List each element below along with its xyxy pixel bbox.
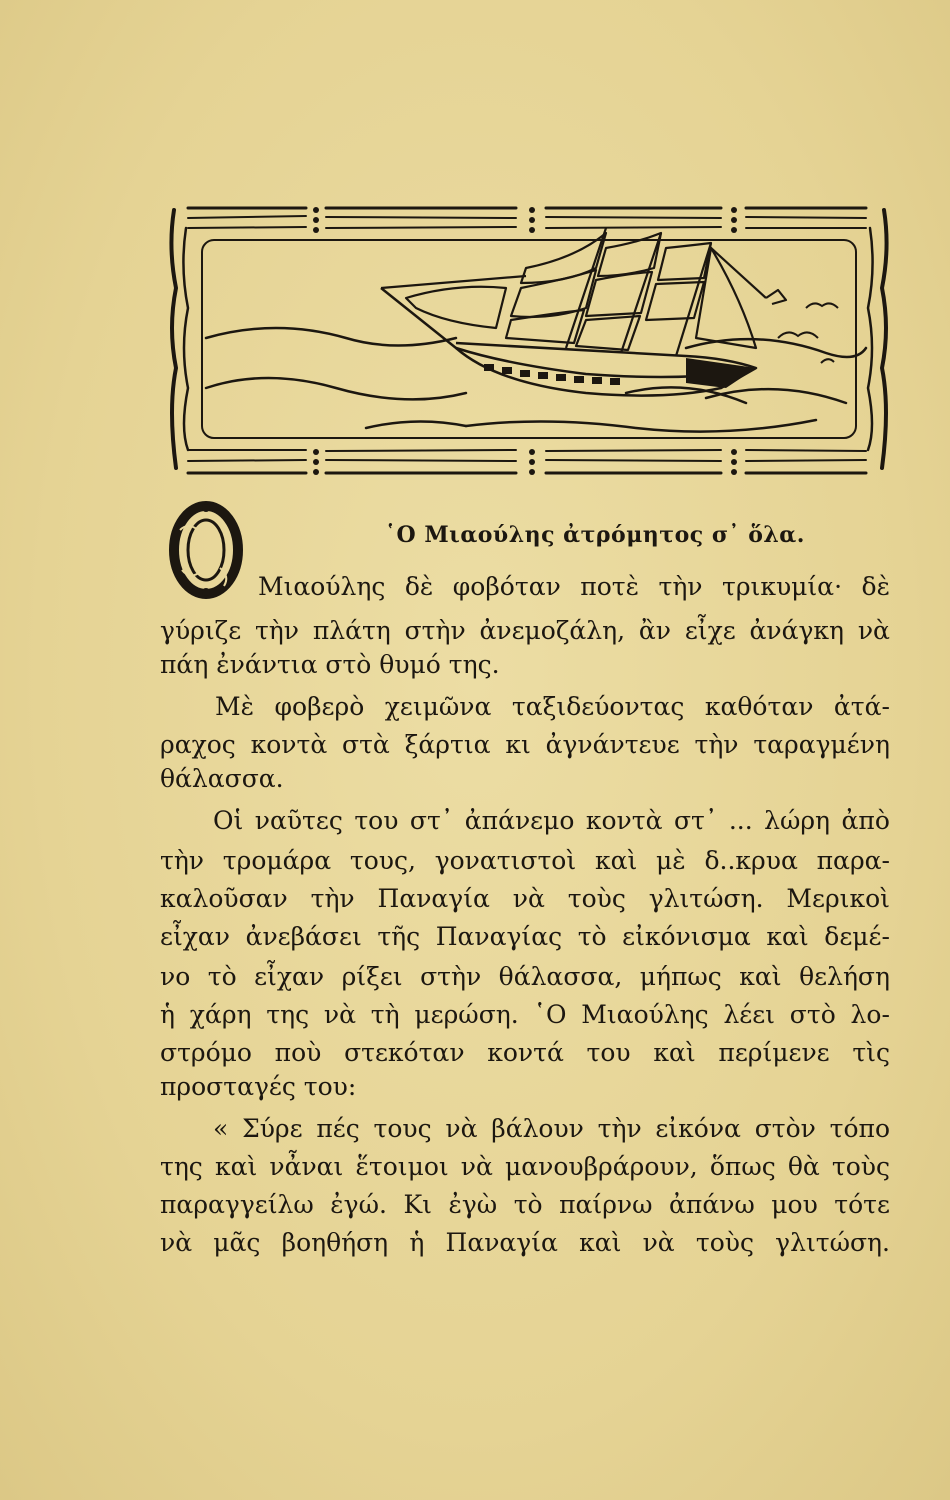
word: καὶ [766, 922, 809, 951]
word: λέει [723, 1000, 775, 1029]
word: ποτὲ [580, 572, 639, 601]
word: ναῦτες [254, 806, 343, 835]
text-line [213, 806, 890, 836]
word: μᾶς [213, 1228, 261, 1257]
word: τρικυμία· [721, 572, 843, 601]
word: ποὺ [274, 1038, 322, 1067]
word: νὰ [445, 1114, 478, 1143]
word: δεμέ- [824, 922, 890, 951]
word: καθόταν [704, 692, 814, 721]
word: ἡ [160, 1000, 175, 1029]
word: γονατιστοὶ [434, 846, 577, 875]
word: ἀπάνεμο [464, 806, 575, 835]
word: χάρη [189, 1000, 252, 1029]
text-line [160, 1038, 890, 1068]
word: πλάτη [312, 616, 391, 645]
text-line [213, 1114, 890, 1144]
word: λο- [850, 1000, 890, 1029]
word: του [586, 1038, 631, 1067]
word: εἶχε [684, 616, 736, 645]
word: τὸ [513, 1190, 543, 1219]
word: νο [160, 962, 191, 991]
word: βοηθήση [281, 1228, 389, 1257]
word: στ᾿ [409, 806, 454, 835]
word: γλιτώση. [775, 1228, 890, 1257]
text-line [160, 922, 890, 952]
word: εἰκόνισμα [622, 922, 751, 951]
word: τὴν [310, 884, 355, 913]
word: φοβερὸ [274, 692, 365, 721]
word: Μιαούλης [581, 1000, 709, 1029]
word: τῆς [377, 922, 421, 951]
word: ἀπὸ [841, 806, 890, 835]
word: νὰ [323, 1000, 356, 1029]
word: θάλασσα, [498, 962, 623, 991]
word: τὶς [852, 1038, 890, 1067]
text-line [160, 846, 890, 876]
word: ξάρτια [404, 730, 491, 759]
word: Μερικοὶ [786, 884, 890, 913]
word: βάλουν [491, 1114, 584, 1143]
word: της [266, 1000, 310, 1029]
word: καὶ [579, 1228, 622, 1257]
word: νἆναι [269, 1152, 344, 1181]
word: στρόμο [160, 1038, 252, 1067]
text-line [160, 884, 890, 914]
text-line [215, 692, 890, 722]
word: νὰ [460, 1152, 493, 1181]
word: παραγγείλω [160, 1190, 314, 1219]
word: ρίξει [341, 962, 403, 991]
word: καὶ [214, 1152, 258, 1181]
word: πές [316, 1114, 360, 1143]
word: του [354, 806, 399, 835]
text-line [160, 1190, 890, 1220]
word: χειμῶνα [384, 692, 492, 721]
word: στὰ [342, 730, 390, 759]
word: τὴν [658, 572, 703, 601]
ship-illustration [166, 188, 892, 492]
word: στ᾿ [673, 806, 718, 835]
word: τους [373, 1114, 432, 1143]
word: Κι [403, 1190, 432, 1219]
word: ἂν [638, 616, 671, 645]
word: ἀγνάντευε [545, 730, 680, 759]
word: κι [505, 730, 531, 759]
word: καὶ [739, 962, 782, 991]
word: Σύρε [242, 1114, 303, 1143]
word: ... [728, 806, 753, 835]
chapter-heading: ῾Ο Μιαούλης ἀτρόμητος σ᾿ ὅλα. [385, 522, 805, 548]
word: νὰ [642, 1228, 675, 1257]
word: καλοῦσαν [160, 884, 288, 913]
word: τὴ [370, 1000, 400, 1029]
word: Παναγίας [435, 922, 563, 951]
word: τοὺς [831, 1152, 890, 1181]
word: λώρη [764, 806, 831, 835]
word: καὶ [653, 1038, 696, 1067]
word: εἶχαν [160, 922, 230, 951]
word: Οἱ [213, 806, 244, 835]
word: ἀνεμοζάλη, [479, 616, 626, 645]
word: γύριζε [160, 616, 242, 645]
word: ῾Ο [533, 1000, 567, 1029]
text-line [160, 1228, 890, 1258]
word: ταραγμένη [753, 730, 890, 759]
word: ἐγὼ [448, 1190, 498, 1219]
text-line [160, 616, 890, 646]
word: νὰ [857, 616, 890, 645]
word: κοντὰ [585, 806, 663, 835]
word: Παναγία [377, 884, 490, 913]
word: τους, [349, 846, 416, 875]
word: ἀπάνω [669, 1190, 755, 1219]
word: ἀνεβάσει [245, 922, 362, 951]
word: κοντά [487, 1038, 564, 1067]
word: ραχος [160, 730, 236, 759]
word: ἀτά- [833, 692, 890, 721]
word: ἐγώ. [330, 1190, 387, 1219]
word: τοὺς [695, 1228, 754, 1257]
word: παρα- [816, 846, 890, 875]
word: κοντὰ [250, 730, 328, 759]
text-line: προσταγές του: [160, 1072, 357, 1101]
word: φοβόταν [452, 572, 561, 601]
word: μανουβράρουν, [505, 1152, 698, 1181]
word: τὴν [694, 730, 739, 759]
word: καὶ [594, 846, 638, 875]
word: τὸ [207, 962, 237, 991]
text-line: θάλασσα. [160, 764, 284, 793]
word: θελήση [799, 962, 890, 991]
word: μήπως [639, 962, 722, 991]
word: θὰ [787, 1152, 820, 1181]
word: « [213, 1114, 229, 1143]
word: περίμενε [718, 1038, 830, 1067]
word: ἕτοιμοι [355, 1152, 449, 1181]
word: στεκόταν [344, 1038, 465, 1067]
word: τὴν [160, 846, 205, 875]
word: Παναγία [445, 1228, 558, 1257]
drop-cap [168, 500, 244, 600]
word: στὸν [754, 1114, 816, 1143]
word: δὲ [404, 572, 434, 601]
ornamental-drop-cap-icon [168, 500, 244, 600]
word: τότε [834, 1190, 890, 1219]
text-line [160, 730, 890, 760]
word: νὰ [512, 884, 545, 913]
word: γλιτώση. [648, 884, 764, 913]
word: στὸ [789, 1000, 836, 1029]
word: τόπο [829, 1114, 890, 1143]
word: τὴν [254, 616, 299, 645]
word: Μιαούλης [258, 572, 386, 601]
word: ἡ [409, 1228, 425, 1257]
word: παίρνω [559, 1190, 653, 1219]
word: της [160, 1152, 203, 1181]
word: στὴν [420, 962, 482, 991]
word: μου [771, 1190, 818, 1219]
word: τρομάρα [222, 846, 332, 875]
word: ταξιδεύοντας [511, 692, 685, 721]
word: δ..κρυα [704, 846, 798, 875]
text-line [160, 1000, 890, 1030]
word: εἰκόνα [655, 1114, 741, 1143]
word: εἶχαν [254, 962, 325, 991]
text-line: πάη ἐνάντια στὸ θυμό της. [160, 650, 500, 679]
word: Μὲ [215, 692, 255, 721]
word: νὰ [160, 1228, 193, 1257]
word: στὴν [404, 616, 466, 645]
text-line [160, 962, 890, 992]
word: τὴν [597, 1114, 642, 1143]
word: μὲ [656, 846, 686, 875]
text-line [160, 1152, 890, 1182]
ship-engraving-icon [166, 188, 892, 492]
word: δὲ [861, 572, 890, 601]
text-line [258, 572, 890, 602]
word: μερώση. [414, 1000, 519, 1029]
word: τὸ [577, 922, 607, 951]
word: ἀνάγκη [749, 616, 845, 645]
word: ὅπως [709, 1152, 776, 1181]
word: τοὺς [567, 884, 626, 913]
